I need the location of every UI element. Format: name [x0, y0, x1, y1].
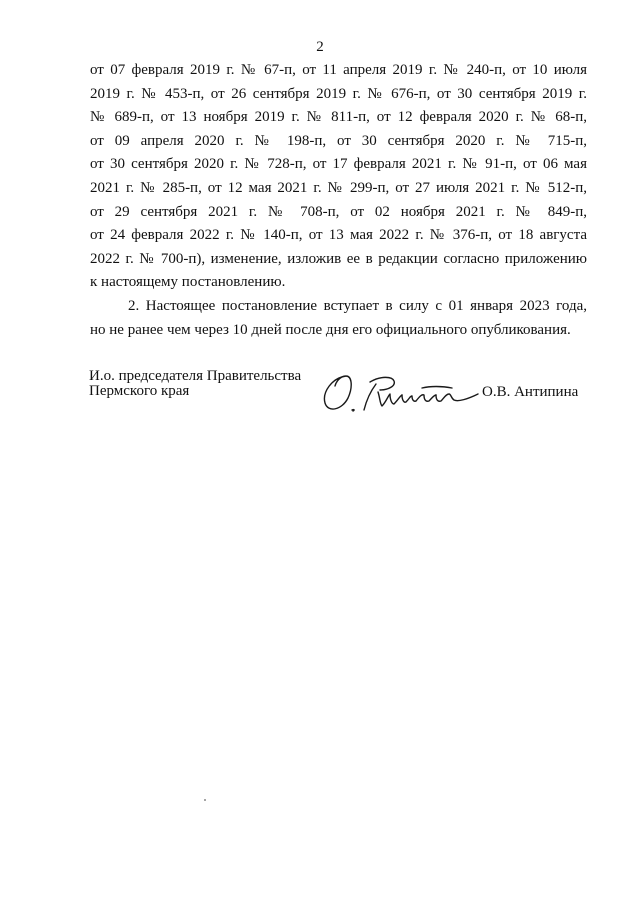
page-number: 2: [316, 39, 324, 55]
paragraph-1-line: № 689-п, от 13 ноября 2019 г. № 811-п, от 12 февраля 2020 г. № 68-п,: [90, 109, 587, 126]
document-body: [90, 59, 587, 342]
paragraph-1-line: от 29 сентября 2021 г. № 708-п, от 02 ноября 2021 г. № 849-п,: [90, 203, 587, 220]
paragraph-2-line: но не ранее чем через 10 дней после дня его официального опубликования.: [90, 321, 571, 338]
paragraph-1-line: от 07 февраля 2019 г. № 67-п, от 11 апреля 2019 г. № 240-п, от 10 июля: [90, 62, 587, 78]
signer-position-line: Пермского края: [89, 383, 190, 399]
signer-position: [89, 369, 301, 399]
paragraph-1-line: 2021 г. № 285-п, от 12 мая 2021 г. № 299-п, от 27 июля 2021 г. № 512-п,: [90, 179, 587, 196]
paragraph-1-line: от 24 февраля 2022 г. № 140-п, от 13 мая 2022 г. № 376-п, от 18 августа: [90, 227, 587, 244]
paragraph-2-line: 2. Настоящее постановление вступает в силу с 01 января 2023 года,: [128, 297, 587, 314]
paragraph-1-line: от 09 апреля 2020 г. № 198-п, от 30 сентября 2020 г. № 715-п,: [90, 132, 587, 149]
scan-speck: [204, 799, 206, 801]
handwritten-signature: [318, 370, 488, 416]
paragraph-1-line: к настоящему постановлению.: [90, 274, 286, 291]
signer-name: О.В. Антипина: [482, 384, 579, 400]
paragraph-1-line: 2019 г. № 453-п, от 26 сентября 2019 г. № 676-п, от 30 сентября 2019 г.: [90, 85, 587, 102]
paragraph-1-line: 2022 г. № 700-п), изменение, изложив ее в редакции согласно приложению: [90, 250, 587, 267]
signer-position-line: И.о. председателя Правительства: [89, 368, 302, 384]
paragraph-1-line: от 30 сентября 2020 г. № 728-п, от 17 февраля 2021 г. № 91-п, от 06 мая: [90, 156, 587, 173]
